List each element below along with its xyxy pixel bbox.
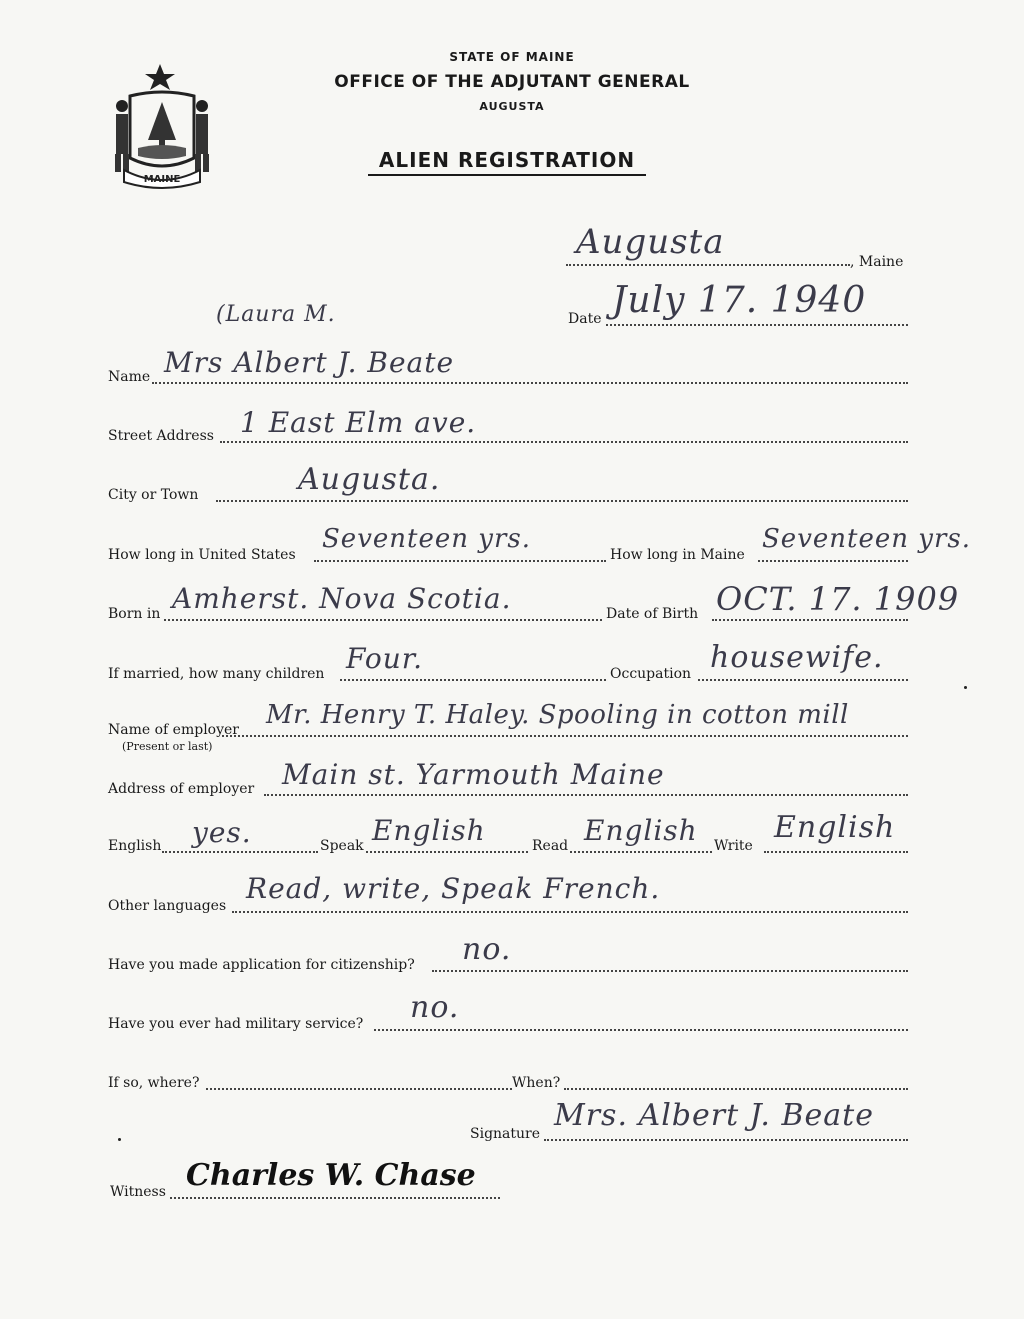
born-in-line bbox=[164, 619, 602, 621]
us-time-line bbox=[314, 560, 606, 562]
town-line bbox=[566, 264, 850, 266]
scan-speck bbox=[964, 686, 967, 689]
seal-text: MAINE bbox=[143, 174, 181, 185]
signature-line bbox=[544, 1139, 908, 1141]
employer-value[interactable]: Mr. Henry T. Haley. Spooling in cotton mill bbox=[266, 700, 849, 730]
city-line bbox=[216, 500, 908, 502]
military-label: Have you ever had military service? bbox=[108, 1016, 364, 1032]
speak-line bbox=[366, 851, 528, 853]
maine-time-value[interactable]: Seventeen yrs. bbox=[762, 524, 971, 554]
dob-label: Date of Birth bbox=[606, 606, 699, 622]
witness-line bbox=[170, 1197, 500, 1199]
name-label: Name bbox=[108, 369, 151, 385]
us-time-label: How long in United States bbox=[108, 547, 296, 563]
born-in-label: Born in bbox=[108, 606, 161, 622]
occupation-line bbox=[698, 679, 908, 681]
employer-line bbox=[222, 735, 908, 737]
write-label: Write bbox=[714, 838, 753, 854]
street-value[interactable]: 1 East Elm ave. bbox=[240, 406, 477, 439]
english-line bbox=[162, 851, 318, 853]
where-label: If so, where? bbox=[108, 1075, 200, 1091]
citizenship-line bbox=[432, 970, 908, 972]
witness-label: Witness bbox=[110, 1184, 166, 1200]
dob-value[interactable]: OCT. 17. 1909 bbox=[716, 580, 960, 618]
maine-label: , Maine bbox=[850, 254, 904, 270]
speak-value[interactable]: English bbox=[372, 814, 486, 847]
military-line bbox=[374, 1029, 908, 1031]
date-line bbox=[606, 324, 908, 326]
born-in-value[interactable]: Amherst. Nova Scotia. bbox=[172, 582, 512, 615]
children-value[interactable]: Four. bbox=[346, 642, 423, 675]
other-lang-value[interactable]: Read, write, Speak French. bbox=[246, 872, 661, 905]
english-label: English bbox=[108, 838, 162, 854]
when-label: When? bbox=[512, 1075, 561, 1091]
maine-time-line bbox=[758, 560, 908, 562]
town-value[interactable]: Augusta bbox=[576, 222, 725, 262]
date-value[interactable]: July 17. 1940 bbox=[612, 280, 867, 321]
name-value[interactable]: Mrs Albert J. Beate bbox=[164, 346, 455, 379]
speak-label: Speak bbox=[320, 838, 364, 854]
street-label: Street Address bbox=[108, 428, 214, 444]
employer-address-value[interactable]: Main st. Yarmouth Maine bbox=[282, 758, 665, 791]
write-line bbox=[764, 851, 908, 853]
employer-note: (Present or last) bbox=[122, 740, 213, 753]
write-value[interactable]: English bbox=[774, 810, 896, 845]
english-value[interactable]: yes. bbox=[192, 816, 252, 849]
date-label: Date bbox=[568, 311, 602, 327]
read-value[interactable]: English bbox=[584, 814, 698, 847]
employer-label: Name of employer bbox=[108, 722, 239, 738]
when-line bbox=[564, 1088, 908, 1090]
signature-value[interactable]: Mrs. Albert J. Beate bbox=[554, 1098, 874, 1133]
employer-address-label: Address of employer bbox=[108, 781, 255, 797]
witness-value[interactable]: Charles W. Chase bbox=[186, 1158, 476, 1193]
other-lang-line bbox=[232, 911, 908, 913]
children-label: If married, how many children bbox=[108, 666, 325, 682]
citizenship-label: Have you made application for citizenship? bbox=[108, 957, 415, 973]
employer-address-line bbox=[264, 794, 908, 796]
maine-time-label: How long in Maine bbox=[610, 547, 745, 563]
name-line bbox=[152, 382, 908, 384]
children-line bbox=[340, 679, 606, 681]
dob-line bbox=[712, 619, 908, 621]
city-label: City or Town bbox=[108, 487, 199, 503]
where-line bbox=[206, 1088, 512, 1090]
scan-speck bbox=[118, 1138, 121, 1141]
citizenship-value[interactable]: no. bbox=[462, 932, 512, 967]
other-lang-label: Other languages bbox=[108, 898, 227, 914]
us-time-value[interactable]: Seventeen yrs. bbox=[322, 524, 531, 554]
name-note: (Laura M. bbox=[216, 302, 336, 327]
office-heading: OFFICE OF THE ADJUTANT GENERAL bbox=[334, 72, 690, 92]
form-title: ALIEN REGISTRATION bbox=[368, 148, 646, 176]
signature-label: Signature bbox=[470, 1126, 541, 1142]
street-line bbox=[220, 441, 908, 443]
city-heading: AUGUSTA bbox=[479, 100, 545, 113]
city-value[interactable]: Augusta. bbox=[298, 462, 441, 497]
read-line bbox=[570, 851, 712, 853]
read-label: Read bbox=[532, 838, 569, 854]
state-heading: STATE OF MAINE bbox=[449, 50, 575, 64]
occupation-label: Occupation bbox=[610, 666, 692, 682]
military-value[interactable]: no. bbox=[410, 990, 460, 1025]
occupation-value[interactable]: housewife. bbox=[710, 640, 884, 675]
